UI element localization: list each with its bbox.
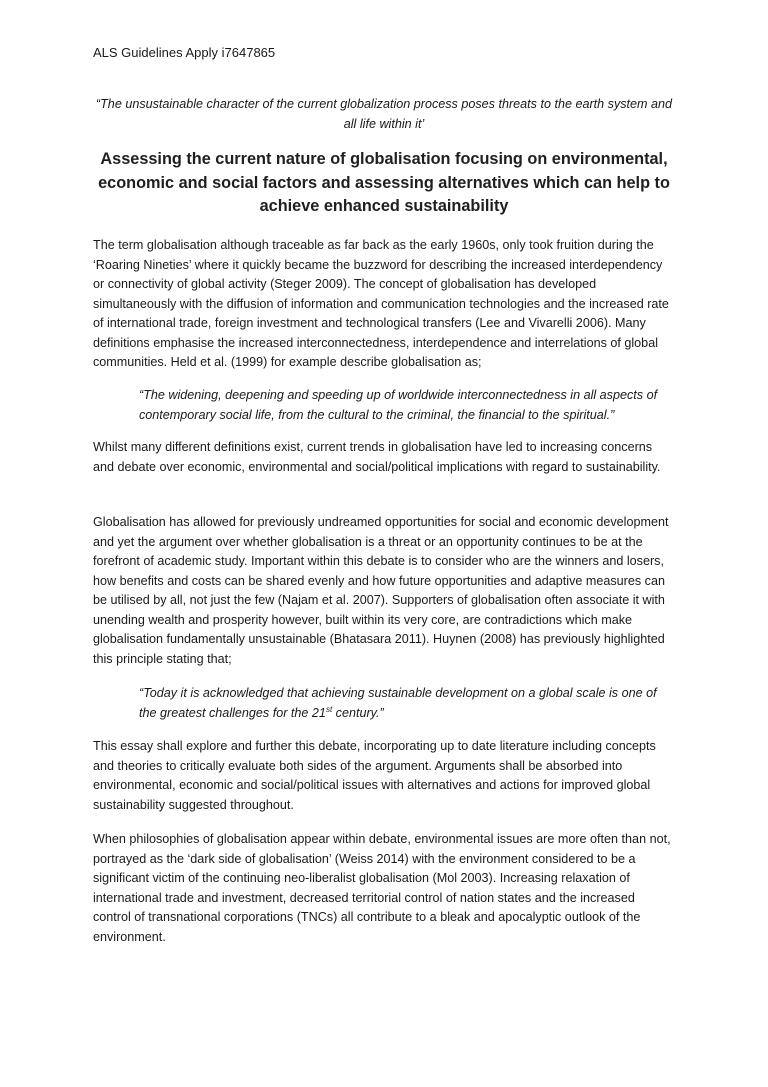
paragraph-definitions — [93, 438, 675, 477]
paragraph-text: Globalisation has allowed for previously undreamed opportunities for social and economic development and yet the argument over whether globalisation is a threat or an opportunity continues to be at the forefront of academic study. Important within this debate is to consider who are the winners and losers, how benefits and costs can be shared evenly and how future opportunities and adaptive measures can be utilised by all, not just the few (Najam et al. 2007). Supporters of globalisation often associate it with unending wealth and prosperity however, built within its very core, are contradictions which make globalisation fundamentally unsustainable (Bhatasara 2011). Huynen (2008) has previously highlighted this principle stating that; — [93, 515, 669, 666]
paragraph-text: The term globalisation although traceable as far back as the early 1960s, only took fruition during the ‘Roaring Nineties’ where it quickly became the buzzword for describing the increased interdependency or connectivity of global activity (Steger 2009). The concept of globalisation has developed simultaneously with the diffusion of information and communication technologies and the increased rate of international trade, foreign investment and technological transfers (Lee and Vivarelli 2006). Many definitions emphasise the increased interconnectedness, interdependence and interrelations of global communities. Held et al. (1999) for example describe globalisation as; — [93, 238, 669, 369]
paragraph-environment — [93, 830, 675, 947]
epigraph-quote: “The unsustainable character of the current globalization process poses threats to the earth system and all life within it’ — [95, 97, 673, 131]
paragraph-intro — [93, 236, 675, 373]
paragraph-text: Whilst many different definitions exist, current trends in globalisation have led to increasing concerns and debate over economic, environmental and social/political implications with regard to sustainability. — [93, 440, 661, 474]
paragraph-text: This essay shall explore and further this debate, incorporating up to date literature including concepts and theories to critically evaluate both sides of the argument. Arguments shall be absorbed into environmental, economic and social/political issues with alternatives and actions for improved global sustainability suggested throughout. — [93, 739, 656, 812]
block-quote-huynen — [139, 684, 675, 723]
quote-text: “Today it is acknowledged that achieving sustainable development on a global scale is one of the greatest challenges for the 21 — [139, 686, 657, 720]
superscript: st — [325, 704, 333, 714]
page-header: ALS Guidelines Apply i7647865 — [93, 45, 276, 60]
quote-text-end: century.” — [332, 705, 384, 720]
paragraph-essay-scope — [93, 737, 675, 815]
paragraph-text: When philosophies of globalisation appear within debate, environmental issues are more often than not, portrayed as the ‘dark side of globalisation’ (Weiss 2014) with the environment considered to be a significant victim of the continuing neo-liberalist globalisation (Mol 2003). Increasing relaxation of international trade and investment, decreased territorial control of nation states and the increased control of transnational corporations (TNCs) all contribute to a bleak and apocalyptic outlook of the environment. — [93, 832, 671, 944]
essay-title: Assessing the current nature of globalisation focusing on environmental, economic and social factors and assessing alternatives which can help to achieve enhanced sustainability — [98, 150, 670, 215]
block-quote-held: “The widening, deepening and speeding up of worldwide interconnectedness in all aspects of contemporary social life, from the cultural to the criminal, the financial to the spiritual.” — [139, 388, 658, 422]
paragraph-opportunities — [93, 513, 675, 669]
